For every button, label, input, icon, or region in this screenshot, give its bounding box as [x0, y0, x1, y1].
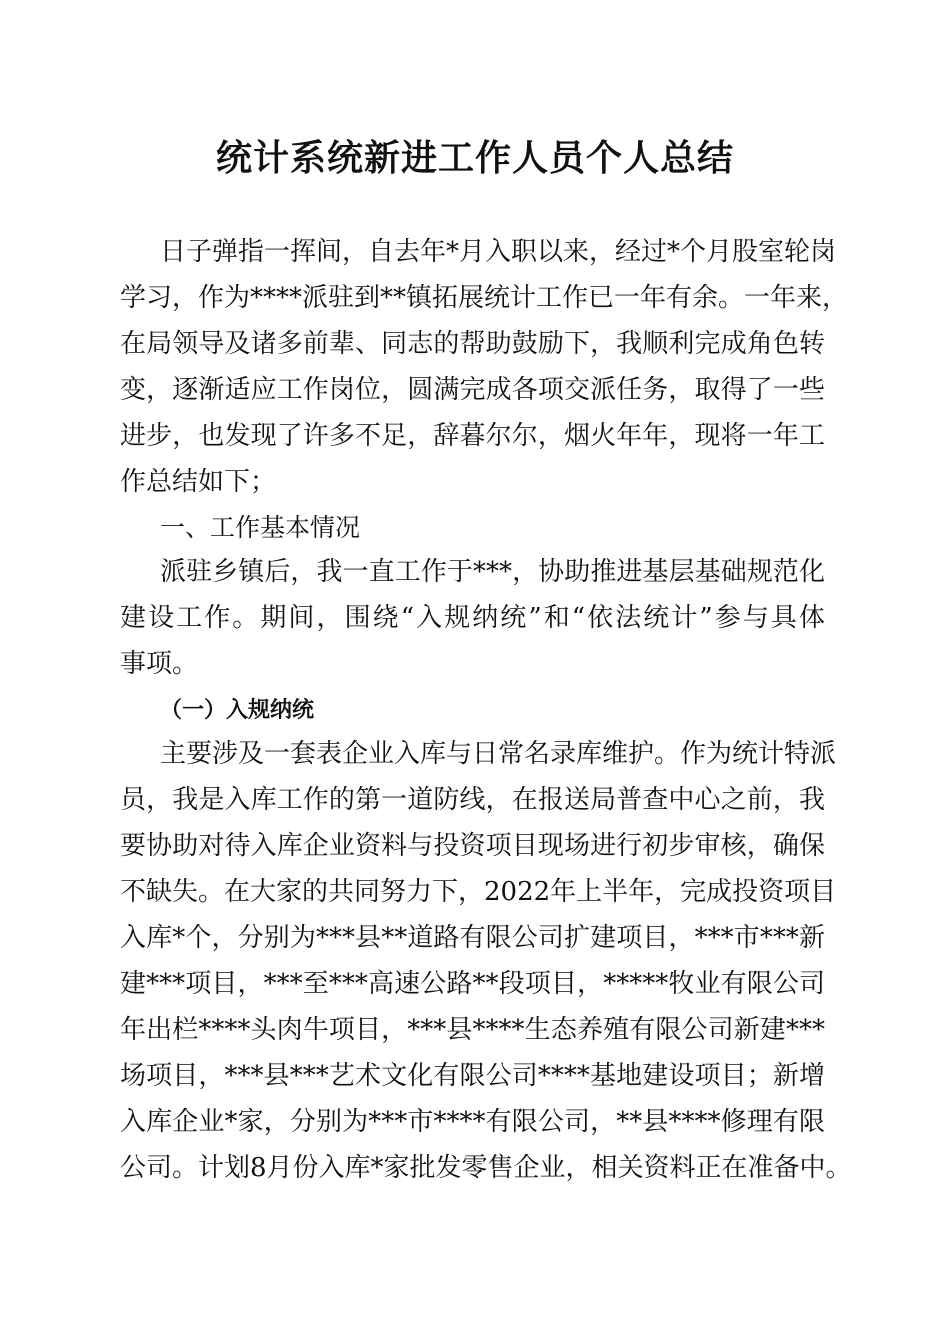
- paragraph-line: 学习，作为****派驻到**镇拓展统计工作已一年有余。一年来，: [120, 283, 849, 313]
- paragraph-line: 主要涉及一套表企业入库与日常名录库维护。作为统计特派: [160, 739, 837, 769]
- paragraph-line: 在局领导及诸多前辈、同志的帮助鼓励下，我顺利完成角色转: [120, 329, 825, 359]
- paragraph-line: 建***项目，***至***高速公路**段项目，*****牧业有限公司: [120, 969, 825, 999]
- paragraph-line: 作总结如下；: [120, 467, 277, 497]
- paragraph-line: 日子弹指一挥间，自去年*月入职以来，经过*个月股室轮岗: [160, 237, 837, 267]
- document-title: 统计系统新进工作人员个人总结: [215, 137, 734, 179]
- subsection-heading: （一）入规纳统: [160, 697, 315, 723]
- paragraph-line: 要协助对待入库企业资料与投资项目现场进行初步审核，确保: [120, 831, 825, 861]
- paragraph-line: 事项。: [120, 649, 199, 679]
- paragraph-line: 建设工作。期间，围绕“入规纳统”和“依法统计”参与具体: [120, 603, 825, 633]
- paragraph-line: 公司。计划8月份入库*家批发零售企业，相关资料正在准备中。: [120, 1153, 852, 1183]
- paragraph-line: 不缺失。在大家的共同努力下，2022年上半年，完成投资项目: [120, 877, 837, 907]
- paragraph-line: 变，逐渐适应工作岗位，圆满完成各项交派任务，取得了一些: [120, 375, 825, 405]
- paragraph-line: 入库*个，分别为***县**道路有限公司扩建项目，***市***新: [120, 923, 825, 953]
- section-heading: 一、工作基本情况: [160, 513, 361, 542]
- paragraph-line: 派驻乡镇后，我一直工作于***，协助推进基层基础规范化: [160, 557, 825, 587]
- paragraph-line: 入库企业*家，分别为***市****有限公司，**县****修理有限: [120, 1107, 825, 1137]
- paragraph-line: 场项目，***县***艺术文化有限公司****基地建设项目；新增: [120, 1061, 825, 1091]
- paragraph-line: 年出栏****头肉牛项目，***县****生态养殖有限公司新建***: [120, 1015, 825, 1045]
- paragraph-line: 员，我是入库工作的第一道防线，在报送局普查中心之前，我: [120, 785, 825, 815]
- paragraph-line: 进步，也发现了许多不足，辞暮尔尔，烟火年年，现将一年工: [120, 421, 825, 451]
